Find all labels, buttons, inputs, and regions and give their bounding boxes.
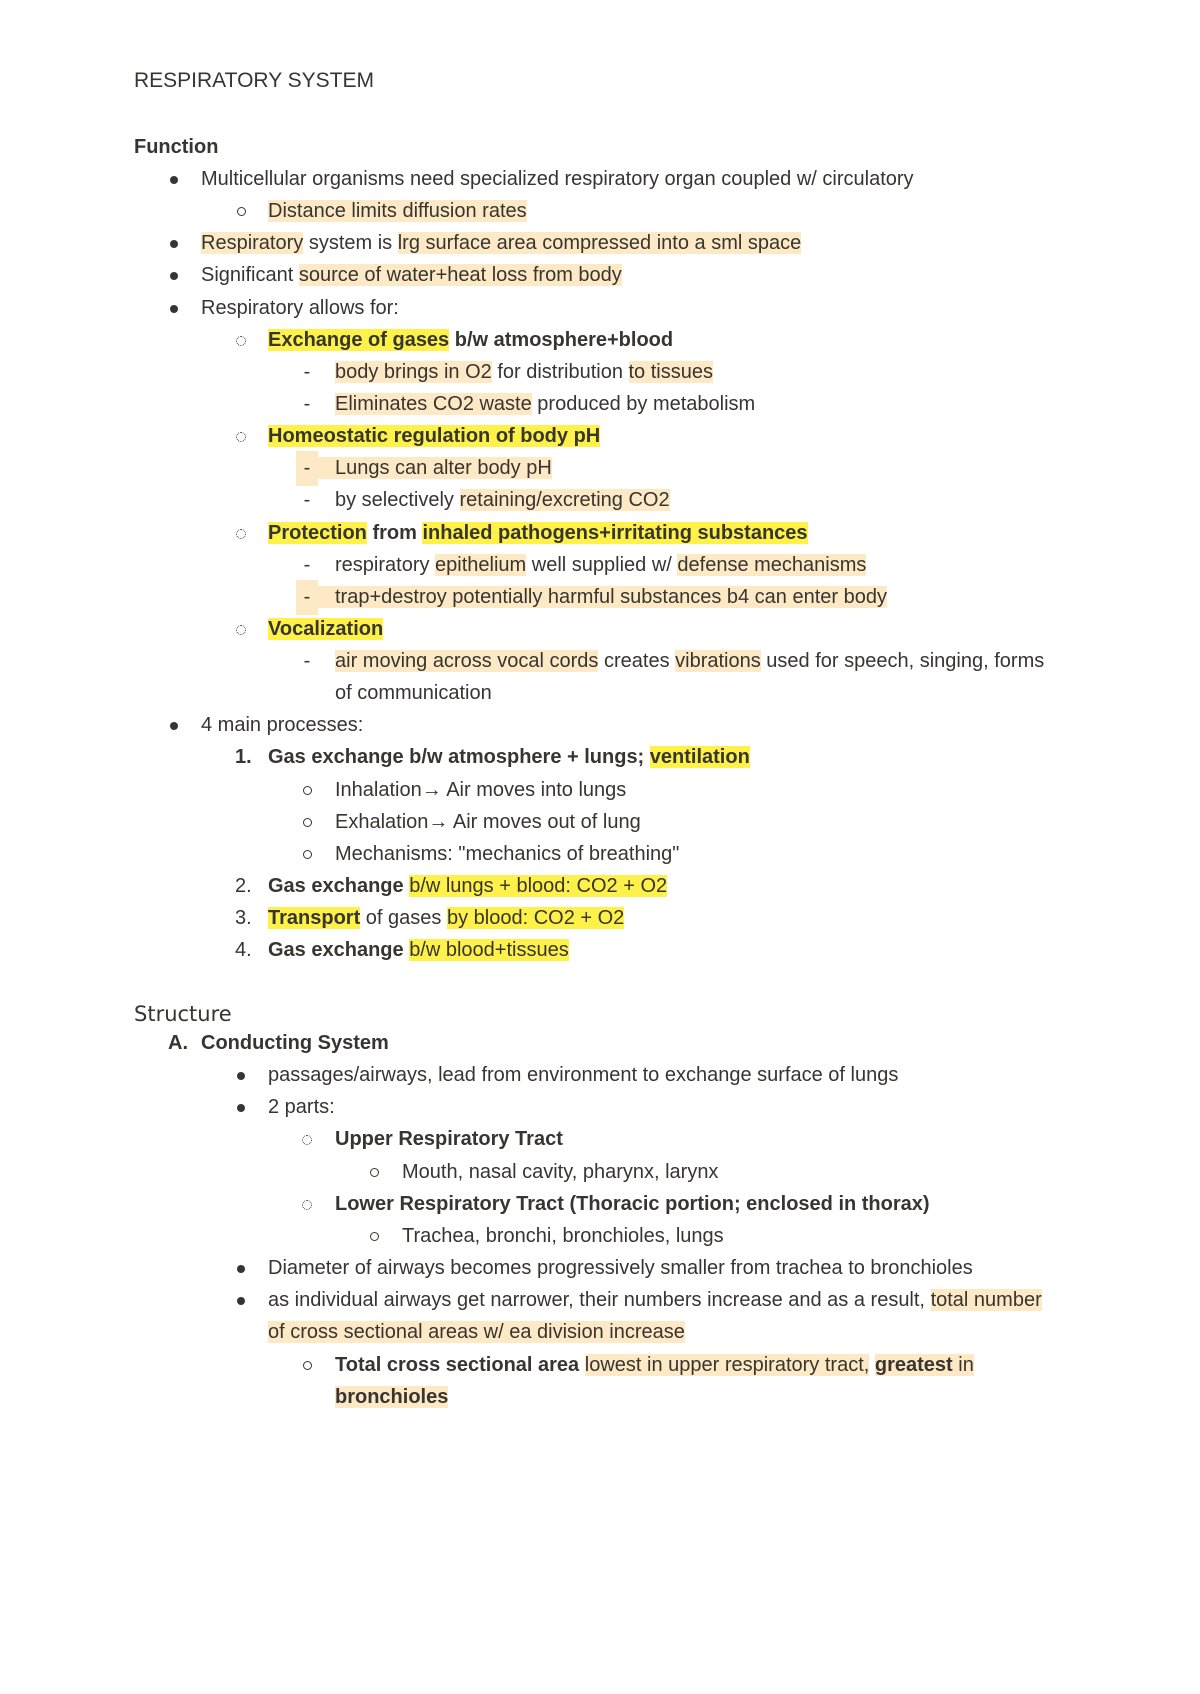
bullet-ring [296, 773, 318, 808]
bullet-dash: - [303, 361, 311, 383]
text-span [579, 1354, 585, 1376]
list-item: Respiratory allows for: [201, 297, 399, 319]
text-span: retaining/excreting CO2 [459, 489, 670, 511]
bullet-dash: - [303, 650, 311, 672]
bullet-dotted-ring [230, 323, 252, 358]
text-span: Total cross sectional area [335, 1354, 580, 1376]
text-span: as individual airways get narrower, their numbers increase and as a result, [268, 1289, 931, 1311]
text-span: Homeostatic regulation of body pH [268, 425, 601, 447]
list-item: Multicellular organisms need specialized respiratory organ coupled w/ circulatory [201, 168, 914, 190]
list-item: Diameter of airways becomes progressively smaller from trachea to bronchioles [268, 1257, 973, 1279]
bullet-ring [296, 837, 318, 872]
text-span: vibrations [675, 650, 761, 672]
page-title: RESPIRATORY SYSTEM [134, 69, 375, 92]
bullet-dash: - [303, 393, 311, 415]
bullet-dot [163, 226, 185, 261]
bullet-dot [230, 1058, 252, 1093]
text-span: inhaled pathogens+irritating substances [422, 522, 808, 544]
text-span: total number [930, 1289, 1042, 1311]
list-item: Mechanisms: "mechanics of breathing" [335, 843, 680, 865]
bullet-dot [163, 291, 185, 326]
text-span: epithelium [435, 554, 527, 576]
text-span: used for speech, singing, forms [760, 650, 1045, 672]
text-span: Distance limits diffusion rates [268, 200, 527, 222]
text-span: system is [303, 232, 398, 254]
bullet-dash: - [296, 451, 318, 486]
list-item: Exhalation→ Air moves out of lung [335, 811, 641, 833]
list-number [235, 740, 252, 775]
text-span: Vocalization [268, 618, 384, 640]
text-span: trap+destroy potentially harmful substances b4 can enter body [318, 586, 887, 608]
text-span: ventilation [649, 746, 750, 768]
text-span: by selectively [335, 489, 460, 511]
list-item [335, 1348, 974, 1383]
list-item [268, 323, 673, 358]
list-item-continuation [268, 1315, 685, 1350]
text-span: Upper Respiratory Tract [335, 1128, 563, 1150]
text-span: Gas exchange [268, 939, 404, 961]
list-item [335, 483, 670, 518]
text-span: Lungs can alter body pH [318, 457, 552, 479]
text-span: creates [598, 650, 676, 672]
text-span: Gas exchange [268, 875, 404, 897]
bullet-dotted-ring [296, 1187, 318, 1222]
section-heading-structure: Structure [134, 1002, 232, 1026]
list-item [318, 580, 887, 615]
list-item [201, 226, 801, 261]
list-item [335, 1122, 563, 1157]
bullet-ring [363, 1219, 385, 1254]
list-item [335, 644, 1044, 679]
bullet-dotted-ring [230, 612, 252, 647]
list-item [268, 740, 750, 775]
text-span: from [366, 522, 423, 544]
list-item: passages/airways, lead from environment to exchange surface of lungs [268, 1064, 899, 1086]
list-item [268, 516, 808, 551]
text-span: by blood: CO2 + O2 [446, 907, 625, 929]
text-span: Lower Respiratory Tract (Thoracic portion; enclosed in thorax) [335, 1193, 930, 1215]
text-span: Eliminates CO2 waste [335, 393, 532, 415]
list-letter [168, 1026, 188, 1061]
list-item [268, 901, 624, 936]
list-item: 2 parts: [268, 1096, 335, 1118]
text-span: Respiratory [201, 232, 304, 254]
bullet-dot [230, 1283, 252, 1318]
bullet-ring [296, 1348, 318, 1383]
list-item [201, 258, 622, 293]
list-item [268, 869, 667, 904]
text-span: to tissues [628, 361, 713, 383]
bullet-dotted-ring [296, 1122, 318, 1157]
text-span: produced by metabolism [531, 393, 756, 415]
bullet-dot [163, 258, 185, 293]
list-item: 4 main processes: [201, 714, 364, 736]
text-span: lowest in upper respiratory tract, [584, 1354, 870, 1376]
text-span: b/w blood+tissues [409, 939, 569, 961]
list-number: 2. [235, 875, 252, 897]
bullet-dot [230, 1090, 252, 1125]
list-item: Inhalation→ Air moves into lungs [335, 779, 627, 801]
list-item [268, 612, 383, 647]
list-item [335, 355, 713, 390]
list-number: 4. [235, 939, 252, 961]
list-item [268, 933, 569, 968]
bullet-dotted-ring [230, 419, 252, 454]
text-span: of cross sectional areas w/ ea division increase [268, 1321, 685, 1343]
text-span: Significant [201, 264, 299, 286]
list-item [318, 451, 552, 486]
list-item: Trachea, bronchi, bronchioles, lungs [402, 1225, 724, 1247]
text-span: bronchioles [335, 1386, 449, 1408]
list-item-continuation: of communication [335, 682, 492, 704]
text-span: body brings in O2 [335, 361, 492, 383]
text-span: respiratory [335, 554, 436, 576]
text-span: Exchange of gases [268, 329, 450, 351]
bullet-dot [163, 708, 185, 743]
list-item [268, 1283, 1042, 1318]
text-span: of gases [360, 907, 447, 929]
bullet-dot [163, 162, 185, 197]
list-item [268, 419, 600, 454]
bullet-ring [296, 805, 318, 840]
text-span: Gas exchange b/w atmosphere + lungs; [268, 746, 650, 768]
text-span: Conducting System [201, 1032, 389, 1054]
text-span: 1. [235, 746, 252, 768]
text-span: lrg surface area compressed into a sml space [397, 232, 802, 254]
text-span: A. [168, 1032, 188, 1054]
text-span: b/w atmosphere+blood [449, 329, 674, 351]
text-span: Transport [268, 907, 361, 929]
subsection-heading [201, 1026, 389, 1061]
bullet-ring [363, 1155, 385, 1190]
text-span: greatest [874, 1354, 953, 1376]
list-item [335, 387, 755, 422]
list-item: Mouth, nasal cavity, pharynx, larynx [402, 1161, 719, 1183]
list-item [268, 194, 527, 229]
text-span: source of water+heat loss from body [298, 264, 622, 286]
bullet-dotted-ring [230, 516, 252, 551]
list-number: 3. [235, 907, 252, 929]
bullet-dot [230, 1251, 252, 1286]
bullet-dash: - [303, 554, 311, 576]
text-span: air moving across vocal cords [335, 650, 599, 672]
text-span: for distribution [491, 361, 629, 383]
bullet-dash: - [296, 580, 318, 615]
bullet-dash: - [303, 489, 311, 511]
text-span: defense mechanisms [677, 554, 867, 576]
text-span: b/w lungs + blood: CO2 + O2 [409, 875, 668, 897]
list-item-continuation [335, 1380, 448, 1415]
bullet-ring [230, 194, 252, 229]
text-span: well supplied w/ [526, 554, 678, 576]
list-item [335, 548, 866, 583]
text-span: in [952, 1354, 974, 1376]
list-item [335, 1187, 930, 1222]
section-heading-function: Function [134, 136, 219, 158]
text-span: Protection [268, 522, 367, 544]
